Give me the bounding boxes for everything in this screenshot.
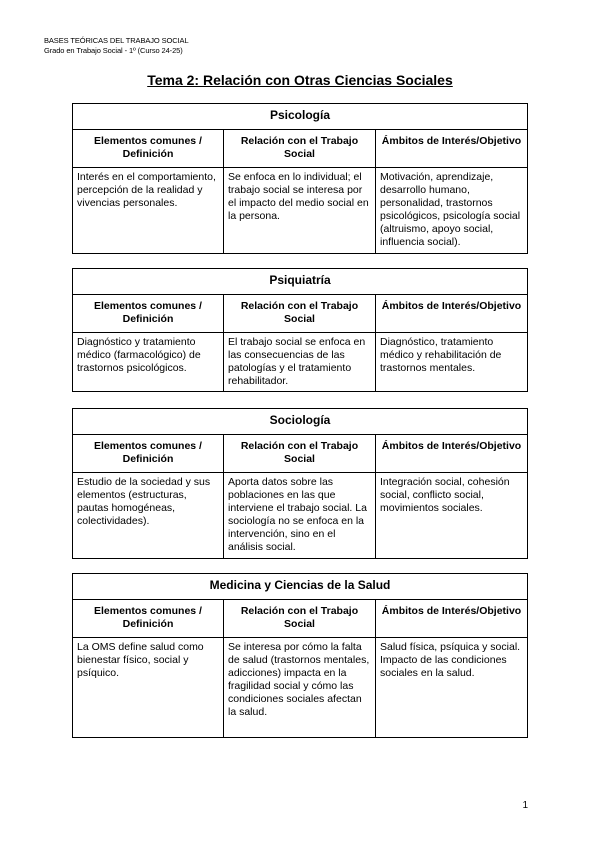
column-header-ambitos: Ámbitos de Interés/Objetivo [376, 130, 528, 168]
column-header-elementos: Elementos comunes / Definición [73, 435, 224, 473]
column-header-ambitos: Ámbitos de Interés/Objetivo [376, 295, 528, 333]
section-title: Medicina y Ciencias de la Salud [73, 574, 528, 600]
section-table-sociologia [72, 408, 528, 559]
section-title: Psicología [73, 104, 528, 130]
cell-elementos: Diagnóstico y tratamiento médico (farmacológico) de trastornos psicológicos. [73, 333, 224, 392]
column-header-relacion: Relación con el Trabajo Social [224, 435, 376, 473]
column-header-elementos: Elementos comunes / Definición [73, 295, 224, 333]
cell-elementos: Interés en el comportamiento, percepción de la realidad y vivencias personales. [73, 168, 224, 254]
section-table-psicologia [72, 103, 528, 254]
cell-relacion: El trabajo social se enfoca en las consecuencias de las patologías y el tratamiento rehabilitador. [224, 333, 376, 392]
cell-relacion: Aporta datos sobre las poblaciones en las que interviene el trabajo social. La sociología no se enfoca en la intervención, sino en el análisis social. [224, 473, 376, 559]
page-number: 1 [522, 800, 528, 811]
column-header-relacion: Relación con el Trabajo Social [224, 295, 376, 333]
page-title: Tema 2: Relación con Otras Ciencias Sociales [147, 72, 453, 88]
column-header-ambitos: Ámbitos de Interés/Objetivo [376, 435, 528, 473]
cell-ambitos: Salud física, psíquica y social. Impacto de las condiciones sociales en la salud. [376, 638, 528, 738]
header-course: BASES TEÓRICAS DEL TRABAJO SOCIAL [44, 36, 189, 45]
section-table-psiquiatria [72, 268, 528, 392]
cell-ambitos: Motivación, aprendizaje, desarrollo humano, personalidad, trastornos psicológicos, psicología social (altruismo, apoyo social, influencia social). [376, 168, 528, 254]
section-title: Psiquiatría [73, 269, 528, 295]
header-degree: Grado en Trabajo Social - 1º (Curso 24-25) [44, 46, 183, 55]
cell-elementos: La OMS define salud como bienestar físico, social y psíquico. [73, 638, 224, 738]
cell-ambitos: Integración social, cohesión social, conflicto social, movimientos sociales. [376, 473, 528, 559]
section-table-medicina [72, 573, 528, 738]
column-header-relacion: Relación con el Trabajo Social [224, 600, 376, 638]
cell-elementos: Estudio de la sociedad y sus elementos (estructuras, pautas homogéneas, colectividades). [73, 473, 224, 559]
cell-ambitos: Diagnóstico, tratamiento médico y rehabilitación de trastornos mentales. [376, 333, 528, 392]
column-header-elementos: Elementos comunes / Definición [73, 600, 224, 638]
column-header-elementos: Elementos comunes / Definición [73, 130, 224, 168]
section-title: Sociología [73, 409, 528, 435]
column-header-ambitos: Ámbitos de Interés/Objetivo [376, 600, 528, 638]
cell-relacion: Se interesa por cómo la falta de salud (trastornos mentales, adicciones) impacta en la fragilidad social y cómo las condiciones sociales afectan la salud. [224, 638, 376, 738]
cell-relacion: Se enfoca en lo individual; el trabajo social se interesa por el impacto del medio social en la persona. [224, 168, 376, 254]
column-header-relacion: Relación con el Trabajo Social [224, 130, 376, 168]
